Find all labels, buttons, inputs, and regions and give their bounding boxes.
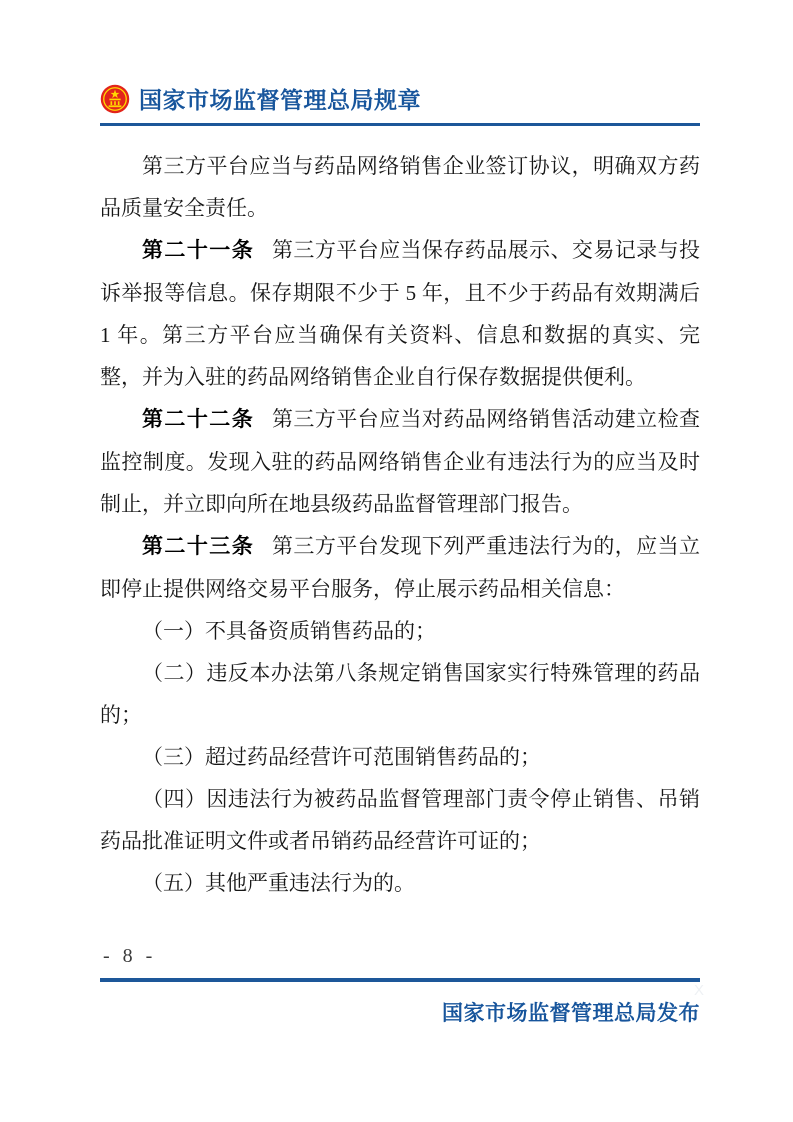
paragraph-text: 第三方平台应当与药品网络销售企业签订协议，明确双方药品质量安全责任。 <box>100 154 700 220</box>
article-number: 第二十三条 <box>142 535 255 558</box>
document-body <box>100 145 700 904</box>
watermark-x: X <box>694 982 705 999</box>
paragraph-text: （一）不具备资质销售药品的； <box>142 619 436 643</box>
paragraph <box>100 652 700 736</box>
article-number: 第二十一条 <box>142 239 255 262</box>
footer-publisher: 国家市场监督管理总局发布 <box>442 1002 700 1025</box>
paragraph <box>100 145 700 229</box>
page-header <box>100 82 421 115</box>
paragraph <box>100 398 700 525</box>
paragraph-text: 第三方平台应当保存药品展示、交易记录与投诉举报等信息。保存期限不少于 5 年，且不少于药品有效期满后 1 年。第三方平台应当确保有关资料、信息和数据的真实、完整，并为入驻的药品网络销售企业自行保存数据提供便利。 <box>100 238 701 389</box>
paragraph-text: 第三方平台发现下列严重违法行为的，应当立即停止提供网络交易平台服务，停止展示药品相关信息： <box>100 534 701 601</box>
article-number: 第二十二条 <box>142 408 255 431</box>
paragraph <box>100 736 700 778</box>
paragraph <box>100 778 700 862</box>
footer-divider <box>100 978 700 982</box>
paragraph <box>100 525 700 610</box>
paragraph-text: 第三方平台应当对药品网络销售活动建立检查监控制度。发现入驻的药品网络销售企业有违法行为的应当及时制止，并立即向所在地县级药品监督管理部门报告。 <box>100 407 701 516</box>
paragraph-text: （四）因违法行为被药品监督管理部门责令停止销售、吊销药品批准证明文件或者吊销药品经营许可证的； <box>100 787 700 853</box>
paragraph-text: （五）其他严重违法行为的。 <box>142 871 415 895</box>
paragraph <box>100 229 700 398</box>
header-title: 国家市场监督管理总局规章 <box>139 87 421 113</box>
paragraph <box>100 862 700 904</box>
page-number: - 8 - <box>103 945 157 967</box>
paragraph <box>100 610 700 652</box>
paragraph-text: （三）超过药品经营许可范围销售药品的； <box>142 745 541 769</box>
header-divider <box>100 123 700 126</box>
paragraph-text: （二）违反本办法第八条规定销售国家实行特殊管理的药品的； <box>100 661 700 727</box>
china-national-emblem-icon <box>100 84 130 114</box>
